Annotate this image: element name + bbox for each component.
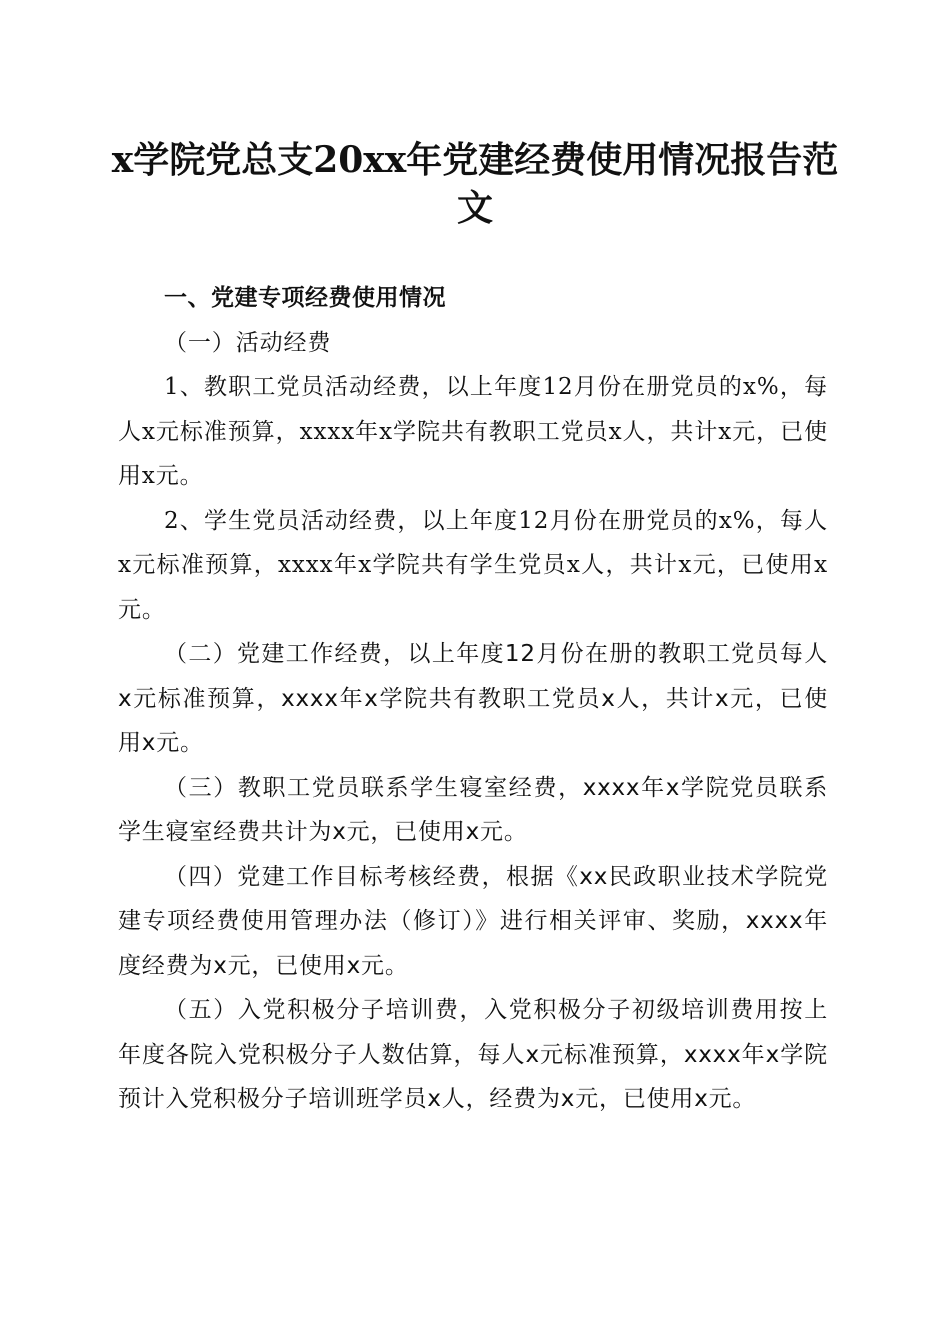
section-heading: 一、党建专项经费使用情况 — [164, 285, 446, 311]
paragraph-training-funds: （五）入党积极分子培训费，入党积极分子初级培训费用按上年度各院入党积极分子人数估算，每人x元标准预算，xxxx年x学院预计入党积极分子培训班学员x人，经费为x元，已使用x元。 — [118, 997, 828, 1112]
paragraph-assessment-funds: （四）党建工作目标考核经费，根据《xx民政职业技术学院党建专项经费使用管理办法（修订）》进行相关评审、奖励，xxxx年度经费为x元，已使用x元。 — [118, 863, 828, 979]
document-title: x学院党总支20xx年党建经费使用情况报告范文 — [111, 139, 839, 229]
document-body — [118, 276, 828, 1122]
paragraph-party-work-funds: （二）党建工作经费，以上年度12月份在册的教职工党员每人x元标准预算，xxxx年x学院共有教职工党员x人，共计x元，已使用x元。 — [118, 641, 828, 756]
subsection-heading-activity-funds: （一）活动经费 — [164, 329, 332, 356]
paragraph-student-member-funds: 2、学生党员活动经费，以上年度12月份在册党员的x%，每人x元标准预算，xxxx年x学院共有学生党员x人，共计x元，已使用x元。 — [118, 507, 828, 623]
paragraph-dormitory-liaison-funds: （三）教职工党员联系学生寝室经费，xxxx年x学院党员联系学生寝室经费共计为x元，已使用x元。 — [118, 774, 828, 845]
paragraph-staff-member-funds: 1、教职工党员活动经费，以上年度12月份在册党员的x%，每人x元标准预算，xxxx年x学院共有教职工党员x人，共计x元，已使用x元。 — [118, 374, 828, 489]
